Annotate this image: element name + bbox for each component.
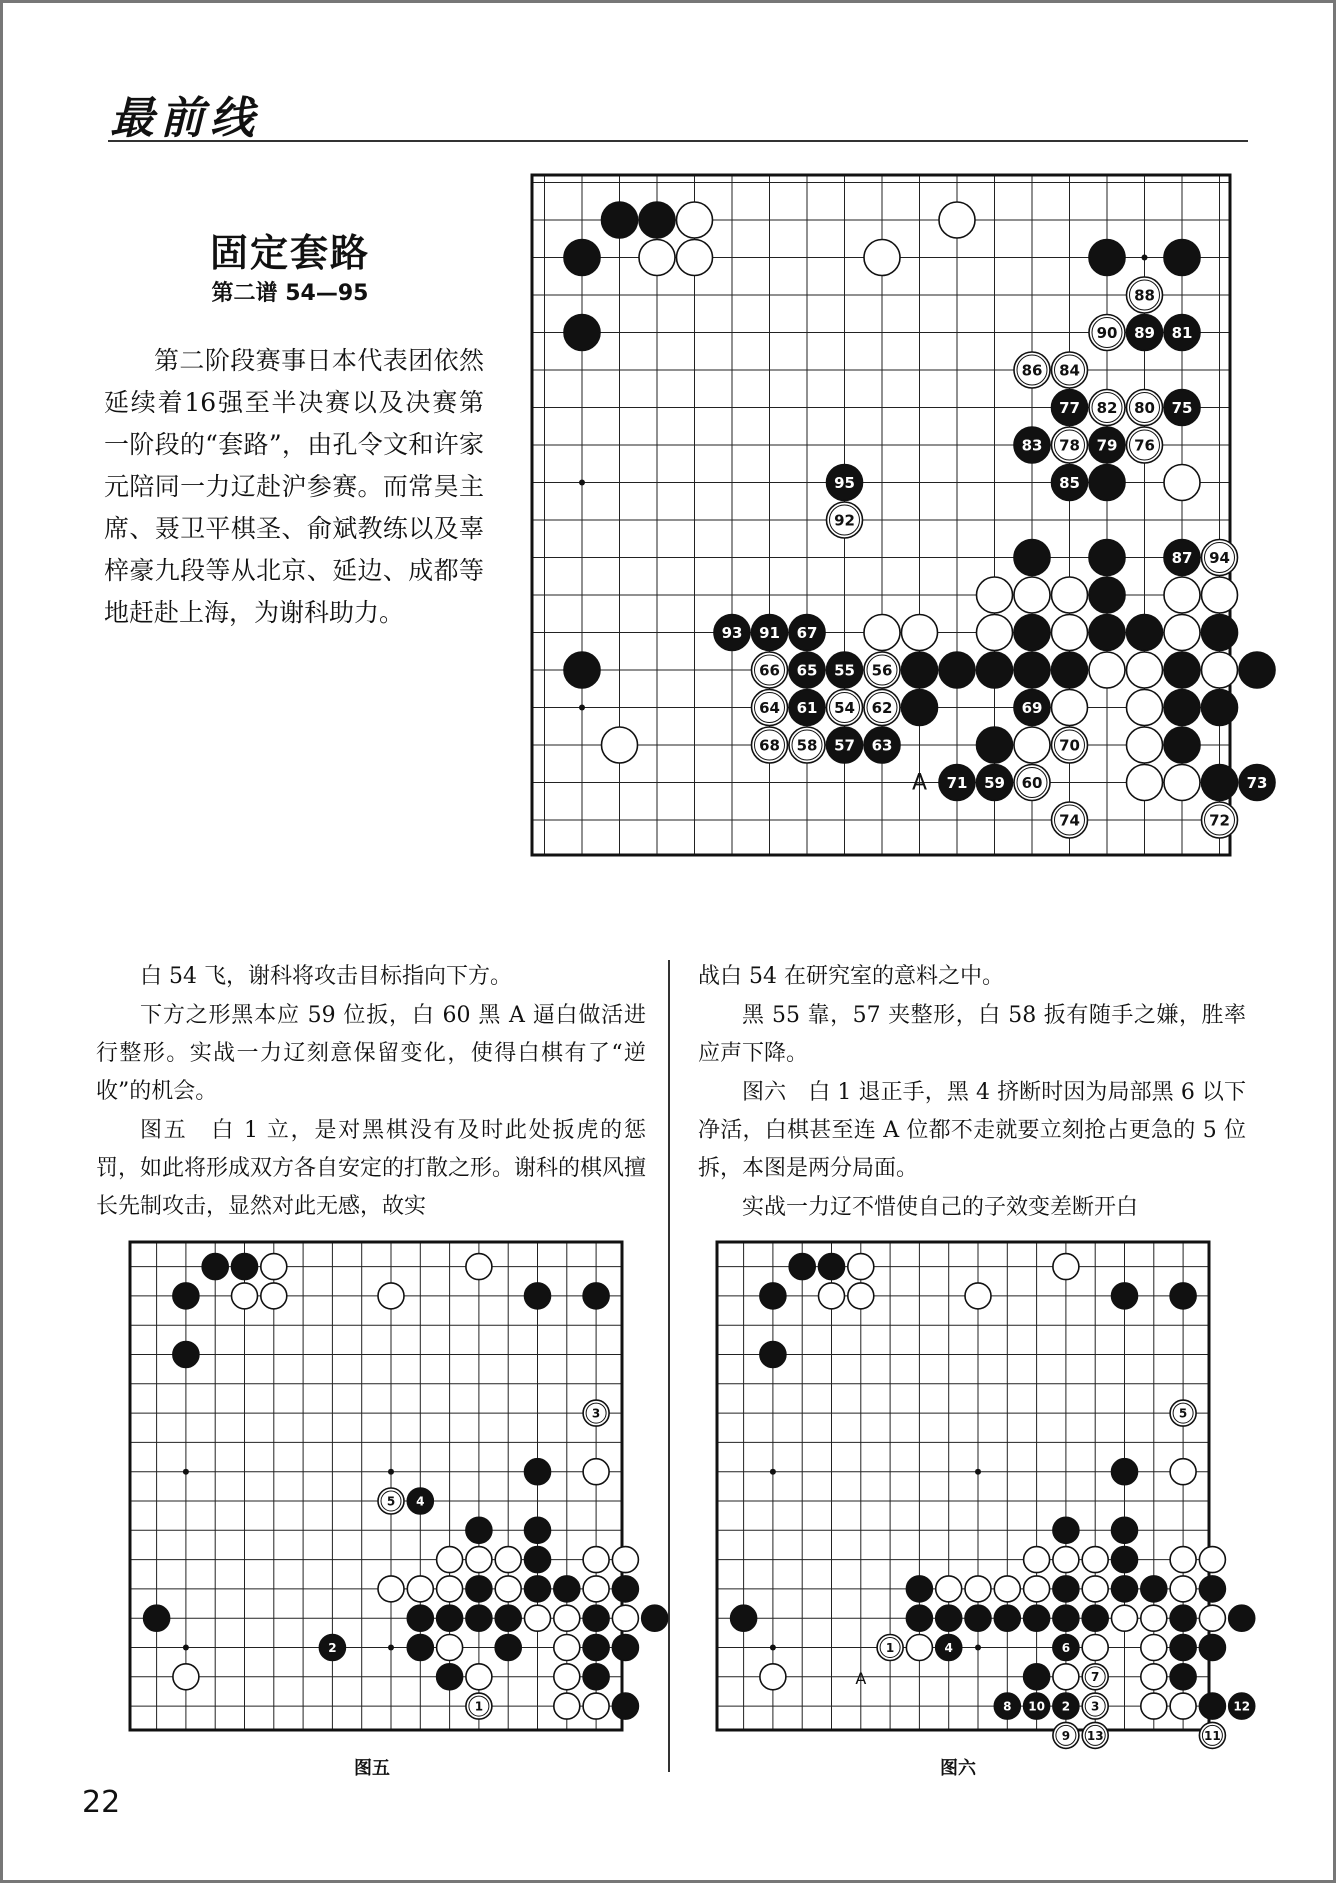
- white-stone: [848, 1283, 874, 1309]
- black-stone: [936, 1605, 962, 1631]
- white-stone: [1170, 1693, 1196, 1719]
- move-number: 88: [1134, 286, 1155, 305]
- black-stone: [1164, 727, 1200, 763]
- move-number: 81: [1171, 324, 1193, 343]
- right-paragraph-3: 实战一力辽不惜使自己的子效变差断开白: [742, 1195, 1139, 1220]
- move-number: 5: [386, 1494, 396, 1509]
- page-number: 22: [82, 1785, 121, 1820]
- move-number: 12: [1233, 1699, 1251, 1714]
- intro-text: [104, 340, 484, 634]
- black-stone: [1164, 240, 1200, 276]
- black-stone: [1199, 1635, 1225, 1661]
- hoshi-point: [770, 1469, 776, 1475]
- black-stone: [1024, 1664, 1050, 1690]
- move-number: 87: [1171, 549, 1193, 568]
- move-number: 6: [1061, 1640, 1071, 1655]
- black-stone: [437, 1605, 463, 1631]
- black-stone: [1024, 1605, 1050, 1631]
- white-stone: [495, 1547, 521, 1573]
- black-stone: [1112, 1517, 1138, 1543]
- black-stone: [525, 1547, 551, 1573]
- white-stone: [1164, 615, 1200, 651]
- column-divider: [668, 960, 670, 1772]
- white-stone: [261, 1254, 287, 1280]
- hoshi-point: [770, 1645, 776, 1651]
- move-number: 83: [1021, 436, 1043, 455]
- black-stone: [583, 1283, 609, 1309]
- black-stone: [906, 1576, 932, 1602]
- white-stone: [1014, 577, 1050, 613]
- white-stone: [965, 1576, 991, 1602]
- white-stone: [554, 1693, 580, 1719]
- white-stone: [1127, 765, 1163, 801]
- white-stone: [1053, 1254, 1079, 1280]
- black-stone: [173, 1342, 199, 1368]
- white-stone: [1164, 465, 1200, 501]
- white-stone: [583, 1547, 609, 1573]
- move-number: 4: [944, 1640, 953, 1655]
- white-stone: [1202, 652, 1238, 688]
- black-stone: [1089, 540, 1125, 576]
- white-stone: [495, 1576, 521, 1602]
- black-stone: [1170, 1605, 1196, 1631]
- white-stone: [1141, 1635, 1167, 1661]
- move-number: 86: [1021, 361, 1043, 380]
- intro-paragraph: 第二阶段赛事日本代表团依然延续着16强至半决赛以及决赛第一阶段的“套路”，由孔令文和许家元陪同一力辽赴沪参赛。而常昊主席、聂卫平棋圣、俞斌教练以及辜梓豪九段等从北京、延边、成都等地赶赴上海，为谢科助力。: [104, 346, 484, 627]
- move-number: 63: [871, 736, 893, 755]
- black-stone: [1014, 615, 1050, 651]
- hoshi-point: [579, 480, 585, 486]
- black-stone: [1164, 652, 1200, 688]
- move-number: 66: [759, 661, 780, 680]
- black-stone: [994, 1605, 1020, 1631]
- white-stone: [1053, 1664, 1079, 1690]
- white-stone: [1112, 1605, 1138, 1631]
- move-number: 84: [1059, 361, 1080, 380]
- move-number: 57: [834, 736, 855, 755]
- move-number: 68: [759, 736, 780, 755]
- move-number: 13: [1086, 1728, 1104, 1743]
- move-number: 55: [834, 661, 855, 680]
- move-number: 59: [984, 774, 1005, 793]
- black-stone: [1199, 1693, 1225, 1719]
- move-number: 3: [1091, 1699, 1100, 1714]
- black-stone: [642, 1605, 668, 1631]
- white-stone: [1170, 1576, 1196, 1602]
- move-number: 1: [885, 1640, 895, 1655]
- black-stone: [1112, 1459, 1138, 1485]
- white-stone: [902, 615, 938, 651]
- white-stone: [1052, 615, 1088, 651]
- move-number: 69: [1021, 699, 1043, 718]
- move-number: 79: [1096, 436, 1118, 455]
- move-number: 56: [871, 661, 893, 680]
- white-stone: [994, 1576, 1020, 1602]
- black-stone: [612, 1635, 638, 1661]
- white-stone: [583, 1459, 609, 1485]
- move-number: 85: [1059, 474, 1080, 493]
- white-stone: [378, 1576, 404, 1602]
- white-stone: [965, 1283, 991, 1309]
- figure-5-go-board: [128, 1240, 638, 1740]
- white-stone: [977, 577, 1013, 613]
- move-number: 1: [474, 1699, 484, 1714]
- black-stone: [525, 1459, 551, 1485]
- right-continuation: 战白 54 在研究室的意料之中。: [698, 964, 1004, 989]
- black-stone: [1141, 1576, 1167, 1602]
- white-stone: [612, 1547, 638, 1573]
- black-stone: [1052, 652, 1088, 688]
- hoshi-point: [183, 1645, 189, 1651]
- black-stone: [639, 202, 675, 238]
- black-stone: [1229, 1605, 1255, 1631]
- black-stone: [731, 1605, 757, 1631]
- white-stone: [583, 1693, 609, 1719]
- white-stone: [819, 1283, 845, 1309]
- move-number: 54: [834, 699, 855, 718]
- black-stone: [495, 1635, 521, 1661]
- move-number: 72: [1209, 811, 1230, 830]
- white-stone: [583, 1576, 609, 1602]
- white-stone: [466, 1254, 492, 1280]
- white-stone: [1014, 727, 1050, 763]
- move-number: 60: [1021, 774, 1043, 793]
- right-column: [698, 958, 1246, 1228]
- white-stone: [437, 1635, 463, 1661]
- move-number: 82: [1096, 399, 1118, 418]
- black-stone: [554, 1576, 580, 1602]
- black-stone: [1112, 1576, 1138, 1602]
- move-number: 58: [796, 736, 818, 755]
- hoshi-point: [388, 1469, 394, 1475]
- white-stone: [1052, 577, 1088, 613]
- figure-5-caption: 图五: [354, 1758, 390, 1779]
- move-number: 77: [1059, 399, 1080, 418]
- white-stone: [1082, 1547, 1108, 1573]
- move-number: 67: [796, 624, 818, 643]
- article-title: 固定套路: [209, 231, 370, 275]
- header-rule: [108, 140, 1248, 142]
- black-stone: [564, 240, 600, 276]
- white-stone: [1164, 577, 1200, 613]
- point-label-a: A: [911, 770, 928, 796]
- white-stone: [1141, 1664, 1167, 1690]
- white-stone: [466, 1547, 492, 1573]
- white-stone: [677, 240, 713, 276]
- black-stone: [466, 1517, 492, 1543]
- white-stone: [1202, 577, 1238, 613]
- move-number: 89: [1134, 324, 1155, 343]
- board-border: [130, 1242, 622, 1730]
- black-stone: [1089, 615, 1125, 651]
- black-stone: [1014, 540, 1050, 576]
- white-stone: [677, 202, 713, 238]
- white-stone: [261, 1283, 287, 1309]
- white-stone: [554, 1605, 580, 1631]
- hoshi-point: [975, 1469, 981, 1475]
- black-stone: [1164, 690, 1200, 726]
- move-number: 8: [1003, 1699, 1012, 1714]
- white-stone: [1053, 1547, 1079, 1573]
- move-number: 74: [1059, 811, 1080, 830]
- black-stone: [495, 1605, 521, 1631]
- black-stone: [525, 1283, 551, 1309]
- black-stone: [1112, 1547, 1138, 1573]
- white-stone: [1127, 727, 1163, 763]
- black-stone: [939, 652, 975, 688]
- hoshi-point: [975, 1645, 981, 1651]
- black-stone: [902, 652, 938, 688]
- white-stone: [173, 1664, 199, 1690]
- white-stone: [1164, 765, 1200, 801]
- black-stone: [525, 1517, 551, 1543]
- white-stone: [1082, 1576, 1108, 1602]
- move-number: 4: [416, 1494, 425, 1509]
- black-stone: [902, 690, 938, 726]
- white-stone: [848, 1254, 874, 1280]
- move-number: 95: [834, 474, 855, 493]
- white-stone: [378, 1283, 404, 1309]
- move-number: 90: [1096, 324, 1118, 343]
- black-stone: [202, 1254, 228, 1280]
- left-column: [96, 958, 646, 1227]
- hoshi-point: [183, 1469, 189, 1475]
- move-number: 5: [1178, 1406, 1188, 1421]
- black-stone: [819, 1254, 845, 1280]
- white-stone: [1127, 652, 1163, 688]
- black-stone: [466, 1576, 492, 1602]
- figure-6-caption: 图六: [940, 1758, 976, 1779]
- main-go-board: [532, 175, 1268, 910]
- board-border: [717, 1242, 1209, 1730]
- hoshi-point: [388, 1645, 394, 1651]
- white-stone: [639, 240, 675, 276]
- black-stone: [612, 1693, 638, 1719]
- black-stone: [1089, 240, 1125, 276]
- black-stone: [173, 1283, 199, 1309]
- black-stone: [466, 1605, 492, 1631]
- white-stone: [437, 1576, 463, 1602]
- move-number: 80: [1134, 399, 1155, 418]
- black-stone: [1202, 615, 1238, 651]
- white-stone: [1127, 690, 1163, 726]
- black-stone: [1089, 465, 1125, 501]
- white-stone: [906, 1635, 932, 1661]
- black-stone: [1082, 1605, 1108, 1631]
- black-stone: [1127, 615, 1163, 651]
- move-number: 62: [871, 699, 893, 718]
- hoshi-point: [1142, 255, 1148, 261]
- black-stone: [612, 1576, 638, 1602]
- black-stone: [407, 1635, 433, 1661]
- white-stone: [525, 1605, 551, 1631]
- white-stone: [407, 1576, 433, 1602]
- black-stone: [437, 1664, 463, 1690]
- white-stone: [1199, 1605, 1225, 1631]
- white-stone: [939, 202, 975, 238]
- black-stone: [1053, 1576, 1079, 1602]
- white-stone: [554, 1635, 580, 1661]
- black-stone: [760, 1342, 786, 1368]
- white-stone: [1082, 1635, 1108, 1661]
- black-stone: [564, 315, 600, 351]
- left-paragraph-1: 白 54 飞，谢科将攻击目标指向下方。: [140, 964, 512, 989]
- black-stone: [906, 1605, 932, 1631]
- white-stone: [612, 1605, 638, 1631]
- black-stone: [602, 202, 638, 238]
- black-stone: [1053, 1517, 1079, 1543]
- move-number: 2: [1061, 1699, 1071, 1714]
- black-stone: [232, 1254, 258, 1280]
- white-stone: [936, 1576, 962, 1602]
- black-stone: [1202, 765, 1238, 801]
- black-stone: [977, 727, 1013, 763]
- figure-6-go-board: [715, 1240, 1251, 1743]
- white-stone: [1024, 1576, 1050, 1602]
- article-subtitle: 第二谱 54—95: [211, 281, 369, 306]
- black-stone: [583, 1664, 609, 1690]
- white-stone: [1141, 1605, 1167, 1631]
- black-stone: [965, 1605, 991, 1631]
- white-stone: [554, 1664, 580, 1690]
- white-stone: [1199, 1547, 1225, 1573]
- move-number: 3: [591, 1406, 601, 1421]
- move-number: 76: [1134, 436, 1155, 455]
- black-stone: [407, 1605, 433, 1631]
- section-header: 最前线: [110, 93, 260, 144]
- move-number: 93: [721, 624, 743, 643]
- black-stone: [525, 1576, 551, 1602]
- white-stone: [1024, 1547, 1050, 1573]
- move-number: 75: [1171, 399, 1193, 418]
- black-stone: [977, 652, 1013, 688]
- move-number: 61: [796, 699, 818, 718]
- black-stone: [583, 1635, 609, 1661]
- black-stone: [1112, 1283, 1138, 1309]
- white-stone: [1141, 1693, 1167, 1719]
- right-paragraph-2: 图六 白 1 退正手，黑 4 挤断时因为局部黑 6 以下净活，白棋甚至连 A 位都不走就要立刻抢占更急的 5 位拆，本图是两分局面。: [698, 1080, 1246, 1181]
- black-stone: [1239, 652, 1275, 688]
- move-number: 73: [1246, 774, 1268, 793]
- left-paragraph-3: 图五 白 1 立，是对黑棋没有及时此处扳虎的惩罚，如此将形成双方各自安定的打散之形。谢科的棋风擅长先制攻击，显然对此无感，故实: [96, 1118, 647, 1219]
- move-number: 94: [1209, 549, 1230, 568]
- black-stone: [583, 1605, 609, 1631]
- hoshi-point: [579, 705, 585, 711]
- white-stone: [466, 1664, 492, 1690]
- right-paragraph-1: 黑 55 靠，57 夹整形，白 58 扳有随手之嫌，胜率应声下降。: [698, 1003, 1246, 1066]
- move-number: 2: [328, 1640, 337, 1655]
- move-number: 70: [1059, 736, 1080, 755]
- left-paragraph-2: 下方之形黑本应 59 位扳，白 60 黑 A 逼白做活进行整形。实战一力辽刻意保留变化，使得白棋有了“逆收”的机会。: [96, 1003, 646, 1104]
- move-number: 92: [834, 511, 855, 530]
- black-stone: [1170, 1283, 1196, 1309]
- black-stone: [1014, 652, 1050, 688]
- white-stone: [437, 1547, 463, 1573]
- move-number: 10: [1028, 1699, 1045, 1714]
- white-stone: [760, 1664, 786, 1690]
- white-stone: [864, 615, 900, 651]
- black-stone: [760, 1283, 786, 1309]
- point-label-a: A: [855, 1668, 867, 1688]
- move-number: 91: [759, 624, 780, 643]
- move-number: 71: [946, 774, 968, 793]
- black-stone: [1202, 690, 1238, 726]
- white-stone: [1170, 1459, 1196, 1485]
- black-stone: [789, 1254, 815, 1280]
- black-stone: [1170, 1664, 1196, 1690]
- move-number: 9: [1061, 1728, 1071, 1743]
- black-stone: [1170, 1635, 1196, 1661]
- white-stone: [602, 727, 638, 763]
- white-stone: [977, 615, 1013, 651]
- black-stone: [144, 1605, 170, 1631]
- white-stone: [232, 1283, 258, 1309]
- black-stone: [1053, 1605, 1079, 1631]
- move-number: 7: [1091, 1670, 1100, 1685]
- move-number: 78: [1059, 436, 1080, 455]
- black-stone: [1199, 1576, 1225, 1602]
- move-number: 64: [759, 699, 780, 718]
- black-stone: [564, 652, 600, 688]
- move-number: 65: [796, 661, 818, 680]
- white-stone: [1052, 690, 1088, 726]
- white-stone: [864, 240, 900, 276]
- move-number: 11: [1204, 1728, 1221, 1743]
- white-stone: [1170, 1547, 1196, 1573]
- white-stone: [1089, 652, 1125, 688]
- black-stone: [1089, 577, 1125, 613]
